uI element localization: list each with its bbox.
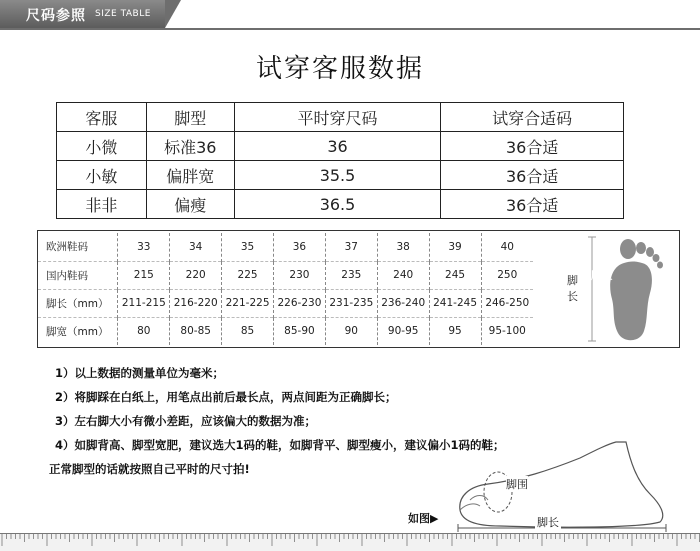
table-cell: 小敏 <box>57 161 147 190</box>
foot-length-label: 脚长 <box>567 274 578 303</box>
table-cell: 230 <box>274 261 326 289</box>
table-cell: 215 <box>118 261 170 289</box>
table-cell: 36 <box>274 233 326 261</box>
table-cell: 37 <box>325 233 377 261</box>
table-cell: 偏瘦 <box>146 190 234 219</box>
table-cell: 220 <box>170 261 222 289</box>
table-cell: 36合适 <box>441 161 624 190</box>
table-cell: 235 <box>325 261 377 289</box>
header-rule <box>0 28 700 30</box>
table-cell: 226-230 <box>274 289 326 317</box>
column-header: 脚型 <box>146 103 234 132</box>
table-cell: 231-235 <box>325 289 377 317</box>
size-row-length <box>38 289 533 317</box>
table-cell: 标准36 <box>146 132 234 161</box>
size-row-width <box>38 317 533 345</box>
table-cell: 36合适 <box>441 190 624 219</box>
column-header: 试穿合适码 <box>441 103 624 132</box>
row-label: 国内鞋码 <box>38 261 118 289</box>
note-item: 4）如脚背高、脚型宽肥，建议选大1码的鞋，如脚背平、脚型瘦小，建议偏小1码的鞋； <box>55 438 505 452</box>
row-label: 脚宽（mm） <box>38 317 118 345</box>
table-row <box>57 190 624 219</box>
table-cell: 85 <box>222 317 274 345</box>
size-table-box <box>37 230 680 348</box>
table-cell: 211-215 <box>118 289 170 317</box>
table-cell: 225 <box>222 261 274 289</box>
table-cell: 36合适 <box>441 132 624 161</box>
table-cell: 241-245 <box>429 289 481 317</box>
section-header <box>0 0 700 32</box>
header-title: 尺码参照 <box>26 8 86 24</box>
table-row <box>57 161 624 190</box>
size-row-cn <box>38 261 533 289</box>
table-header-row <box>57 103 624 132</box>
footprint-illustration <box>566 233 678 345</box>
table-cell: 221-225 <box>222 289 274 317</box>
size-table <box>38 233 533 345</box>
table-cell: 216-220 <box>170 289 222 317</box>
table-cell: 90-95 <box>377 317 429 345</box>
table-cell: 38 <box>377 233 429 261</box>
table-cell: 小微 <box>57 132 147 161</box>
note-item: 2）将脚踩在白纸上，用笔点出前后最长点，两点间距为正确脚长； <box>55 390 397 404</box>
ruler-strip <box>0 533 700 551</box>
table-cell: 80 <box>118 317 170 345</box>
table-cell: 246-250 <box>481 289 533 317</box>
table-cell: 33 <box>118 233 170 261</box>
column-header: 客服 <box>57 103 147 132</box>
table-cell: 39 <box>429 233 481 261</box>
table-cell: 80-85 <box>170 317 222 345</box>
table-cell: 95 <box>429 317 481 345</box>
page-title: 试穿客服数据 <box>255 54 424 84</box>
table-cell: 95-100 <box>481 317 533 345</box>
trial-table <box>56 102 624 219</box>
foot-girth-label: 脚围 <box>506 478 528 491</box>
header-subtitle: SIZE TABLE <box>95 9 151 19</box>
table-cell: 非非 <box>57 190 147 219</box>
row-label: 欧洲鞋码 <box>46 241 88 254</box>
foot-length-side-label: 脚长 <box>537 516 559 529</box>
table-cell: 250 <box>481 261 533 289</box>
row-label: 脚长（mm） <box>38 289 118 317</box>
table-row <box>57 132 624 161</box>
table-cell: 245 <box>429 261 481 289</box>
note-item: 1）以上数据的测量单位为毫米； <box>55 366 224 380</box>
figure-label: 如图▶ <box>408 512 439 525</box>
table-cell: 40 <box>481 233 533 261</box>
column-header: 平时穿尺码 <box>234 103 441 132</box>
foot-width-label: 脚宽 <box>591 269 613 282</box>
table-cell: 34 <box>170 233 222 261</box>
table-cell: 35.5 <box>234 161 441 190</box>
table-cell: 36 <box>234 132 441 161</box>
note-item: 正常脚型的话就按照自己平时的尺寸拍! <box>49 462 250 476</box>
size-row-eu <box>38 233 533 261</box>
table-cell: 偏胖宽 <box>146 161 234 190</box>
table-cell: 236-240 <box>377 289 429 317</box>
table-cell: 85-90 <box>274 317 326 345</box>
table-cell: 240 <box>377 261 429 289</box>
note-item: 3）左右脚大小有微小差距，应该偏大的数据为准； <box>55 414 316 428</box>
table-cell: 35 <box>222 233 274 261</box>
table-cell: 90 <box>325 317 377 345</box>
table-cell: 36.5 <box>234 190 441 219</box>
